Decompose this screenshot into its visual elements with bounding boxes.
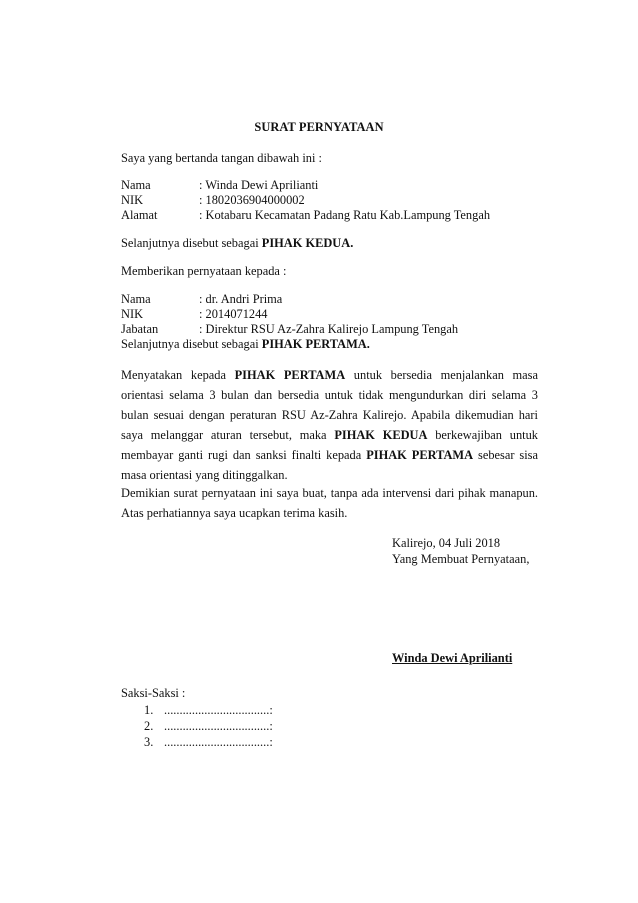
signature-place-date: Kalirejo, 04 Juli 2018 — [392, 536, 501, 550]
party1-nik-label: NIK — [121, 307, 144, 321]
signature-role: Yang Membuat Pernyataan, — [392, 552, 530, 566]
statement-bold2: PIHAK KEDUA — [334, 428, 428, 442]
party1-name-label: Nama — [121, 292, 151, 306]
party1-position-label: Jabatan — [121, 322, 159, 336]
statement-part3: berkewajiban untuk membayar ganti rugi dan sanksi finalti kepada — [121, 428, 538, 462]
witness-heading: Saksi-Saksi : — [121, 686, 186, 700]
party1-designation-bold: PIHAK PERTAMA. — [261, 337, 370, 351]
party1-name-value: : dr. Andri Prima — [199, 292, 283, 306]
statement-part1: Menyatakan kepada — [121, 368, 235, 382]
party2-nik-label: NIK — [121, 193, 144, 207]
witness-blank: ..................................: — [164, 719, 273, 733]
party2-designation — [121, 236, 353, 251]
party2-address-row — [121, 208, 541, 223]
witness-number: 2. — [144, 719, 154, 733]
party1-nik-value: : 2014071244 — [199, 307, 268, 321]
party2-nik-value: : 1802036904000002 — [199, 193, 305, 207]
party2-name-label: Nama — [121, 178, 151, 192]
witness-blank: ..................................: — [164, 735, 273, 749]
statement-paragraph — [121, 365, 538, 485]
intro-text: Saya yang bertanda tangan dibawah ini : — [121, 151, 322, 165]
statement-part4: sebesar sisa masa orientasi yang ditinggalkan. — [121, 448, 538, 482]
statement-part2: untuk bersedia menjalankan masa orientasi selama 3 bulan dan bersedia untuk tidak mengundurkan diri selama 3 bulan sesuai dengan peraturan RSU Az-Zahra Kalirejo. Apabila dikemudian hari saya melanggar aturan tersebut, maka — [121, 368, 538, 442]
party1-nik-row — [121, 307, 541, 322]
party2-designation-bold: PIHAK KEDUA. — [261, 236, 354, 250]
party1-name-row — [121, 292, 541, 307]
party2-designation-text: Selanjutnya disebut sebagai — [121, 236, 262, 250]
signer-name: Winda Dewi Aprilianti — [392, 651, 513, 665]
party2-nik-row — [121, 193, 541, 208]
statement-bold3: PIHAK PERTAMA — [366, 448, 474, 462]
letter-title: SURAT PERNYATAAN — [254, 120, 384, 134]
witness-number: 3. — [144, 735, 154, 749]
statement-bold1: PIHAK PERTAMA — [234, 368, 346, 382]
statement-to-text: Memberikan pernyataan kepada : — [121, 264, 287, 278]
party2-name-row — [121, 178, 541, 193]
witness-line-2 — [144, 719, 273, 734]
witness-number: 1. — [144, 703, 154, 717]
party2-name-value: : Winda Dewi Aprilianti — [199, 178, 319, 192]
witness-blank: ..................................: — [164, 703, 273, 717]
witness-line-1 — [144, 703, 273, 718]
party2-address-label: Alamat — [121, 208, 158, 222]
party1-designation-text: Selanjutnya disebut sebagai — [121, 337, 262, 351]
party2-address-value: : Kotabaru Kecamatan Padang Ratu Kab.Lampung Tengah — [199, 208, 491, 222]
closing-paragraph: Demikian surat pernyataan ini saya buat, tanpa ada intervensi dari pihak manapun. Atas perhatiannya saya ucapkan terima kasih. — [121, 486, 538, 520]
party1-designation — [121, 337, 370, 352]
party1-position-row — [121, 322, 541, 337]
party1-position-value: : Direktur RSU Az-Zahra Kalirejo Lampung Tengah — [199, 322, 459, 336]
witness-line-3 — [144, 735, 273, 750]
